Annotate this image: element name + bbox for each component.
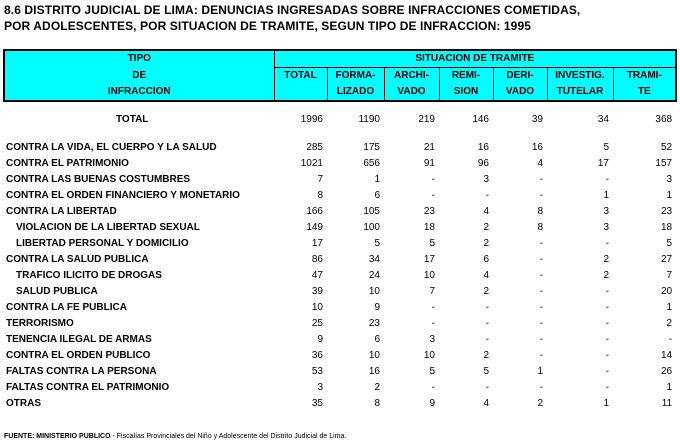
cell-archivado: 18 — [423, 222, 435, 233]
cell-investig: 1 — [603, 398, 609, 409]
header-tipo-1: TIPO — [4, 50, 274, 68]
cell-formalizado: 16 — [368, 366, 380, 377]
cell-formalizado: 1 — [374, 174, 380, 185]
col-header-formalizado-2: LIZADO — [327, 84, 384, 101]
cell-remision: 2 — [483, 238, 489, 249]
cell-derivado: - — [539, 302, 543, 313]
cell-remision: 146 — [472, 114, 489, 125]
cell-total: 35 — [311, 398, 323, 409]
cell-tramite: 27 — [660, 254, 673, 265]
cell-derivado: 1 — [537, 366, 543, 377]
col-header-derivado-1: DERI- — [493, 68, 547, 85]
row-label: FALTAS CONTRA LA PERSONA — [6, 366, 157, 377]
cell-total: 3 — [317, 382, 323, 393]
cell-tramite: 157 — [655, 158, 673, 169]
table-row — [4, 332, 676, 348]
cell-investig: 3 — [603, 222, 609, 233]
cell-total: 39 — [311, 286, 323, 297]
cell-investig: - — [605, 302, 609, 313]
document-title — [4, 2, 580, 34]
cell-formalizado: 6 — [374, 190, 380, 201]
cell-derivado: - — [539, 334, 543, 345]
cell-archivado: 5 — [429, 238, 435, 249]
table-row — [4, 316, 676, 332]
row-label: CONTRA EL ORDEN PUBLICO — [6, 350, 151, 361]
cell-tramite: 1 — [666, 190, 673, 201]
cell-derivado: 4 — [537, 158, 543, 169]
cell-remision: - — [485, 382, 489, 393]
table-row — [4, 112, 676, 128]
cell-investig: 2 — [603, 254, 609, 265]
cell-investig: 3 — [603, 206, 609, 217]
cell-formalizado: 8 — [374, 398, 380, 409]
cell-tramite: - — [668, 334, 673, 345]
table-row — [4, 252, 676, 268]
col-header-formalizado-1: FORMA- — [327, 68, 384, 85]
spacer-row — [4, 128, 676, 140]
cell-tramite: 11 — [661, 398, 673, 409]
cell-formalizado: 6 — [374, 334, 380, 345]
cell-remision: - — [485, 302, 489, 313]
row-label: VIOLACION DE LA LIBERTAD SEXUAL — [16, 222, 200, 233]
footer-source-label: FUENTE: MINISTERIO PUBLICO — [4, 433, 111, 440]
cell-investig: - — [605, 238, 609, 249]
table-row — [4, 348, 676, 364]
cell-investig: 17 — [597, 158, 609, 169]
table-row — [4, 236, 676, 252]
spacer-cell — [4, 101, 676, 112]
row-label: TRAFICO ILICITO DE DROGAS — [16, 270, 162, 281]
table-row — [4, 364, 676, 380]
cell-total: 7 — [317, 174, 323, 185]
cell-derivado: - — [539, 286, 543, 297]
cell-remision: 96 — [477, 158, 489, 169]
cell-archivado: 21 — [423, 142, 435, 153]
cell-formalizado: 100 — [363, 222, 380, 233]
row-label: FALTAS CONTRA EL PATRIMONIO — [6, 382, 170, 393]
cell-derivado: - — [539, 318, 543, 329]
cell-archivado: 23 — [423, 206, 435, 217]
cell-derivado: - — [539, 174, 543, 185]
cell-investig: - — [605, 174, 609, 185]
header-tipo-3: INFRACCION — [4, 84, 274, 101]
col-header-archivado-2: VADO — [384, 84, 439, 101]
cell-total: 47 — [311, 270, 323, 281]
cell-archivado: 3 — [429, 334, 435, 345]
cell-remision: 16 — [477, 142, 489, 153]
col-header-investig-2: TUTELAR — [547, 84, 613, 101]
table-row — [4, 172, 676, 188]
table-row — [4, 156, 676, 172]
cell-investig: - — [605, 318, 609, 329]
cell-archivado: 219 — [418, 114, 435, 125]
table-row — [4, 220, 676, 236]
cell-investig: 1 — [603, 190, 609, 201]
cell-formalizado: 10 — [368, 286, 380, 297]
spacer-row — [4, 101, 676, 112]
cell-remision: 3 — [483, 174, 489, 185]
cell-investig: - — [605, 366, 609, 377]
cell-remision: - — [485, 190, 489, 201]
row-label: CONTRA EL PATRIMONIO — [6, 158, 129, 169]
cell-formalizado: 24 — [368, 270, 380, 281]
cell-formalizado: 23 — [368, 318, 380, 329]
row-label: CONTRA LAS BUENAS COSTUMBRES — [6, 174, 191, 185]
table-row — [4, 188, 676, 204]
cell-tramite: 26 — [660, 366, 673, 377]
cell-derivado: 8 — [537, 206, 543, 217]
cell-remision: 6 — [483, 254, 489, 265]
spacer-cell — [4, 128, 676, 140]
cell-total: 25 — [311, 318, 323, 329]
cell-total: 17 — [311, 238, 323, 249]
col-header-derivado-2: VADO — [493, 84, 547, 101]
cell-derivado: 8 — [537, 222, 543, 233]
cell-remision: - — [485, 334, 489, 345]
cell-total: 1996 — [300, 114, 323, 125]
cell-investig: 34 — [597, 114, 609, 125]
cell-remision: 2 — [483, 286, 489, 297]
cell-remision: - — [485, 318, 489, 329]
cell-tramite: 2 — [666, 318, 673, 329]
table-row — [4, 396, 676, 412]
cell-archivado: 91 — [423, 158, 435, 169]
cell-archivado: 5 — [429, 366, 435, 377]
cell-total: 166 — [306, 206, 323, 217]
cell-derivado: 2 — [537, 398, 543, 409]
cell-investig: 2 — [603, 270, 609, 281]
footer-source-text: - Fiscalías Provinciales del Niño y Adolescente del Distrito Judicial de Lima. — [110, 433, 347, 440]
col-header-archivado-1: ARCHI- — [384, 68, 439, 85]
title-line-2: POR ADOLESCENTES, POR SITUACION DE TRAMITE, SEGUN TIPO DE INFRACCION: 1995 — [4, 19, 532, 33]
cell-tramite: 23 — [660, 206, 673, 217]
cell-derivado: 39 — [531, 114, 543, 125]
cell-formalizado: 34 — [368, 254, 380, 265]
table-row — [4, 380, 676, 396]
row-label: CONTRA LA LIBERTAD — [6, 206, 117, 217]
cell-archivado: - — [431, 190, 435, 201]
cell-archivado: 10 — [423, 270, 435, 281]
cell-total: 10 — [311, 302, 323, 313]
cell-tramite: 7 — [666, 270, 673, 281]
row-label: TERRORISMO — [6, 318, 74, 329]
cell-total: 149 — [306, 222, 323, 233]
cell-formalizado: 105 — [363, 206, 380, 217]
cell-remision: 4 — [483, 206, 489, 217]
data-table — [3, 49, 677, 412]
cell-investig: - — [605, 382, 609, 393]
cell-remision: 2 — [483, 222, 489, 233]
cell-archivado: - — [431, 382, 435, 393]
cell-formalizado: 9 — [374, 302, 380, 313]
cell-tramite: 18 — [660, 222, 673, 233]
cell-derivado: - — [539, 190, 543, 201]
cell-formalizado: 5 — [374, 238, 380, 249]
col-header-total-1: TOTAL — [274, 68, 327, 85]
table-row — [4, 300, 676, 316]
cell-tramite: 5 — [666, 238, 673, 249]
row-label: CONTRA LA VIDA, EL CUERPO Y LA SALUD — [6, 142, 217, 153]
table-row — [4, 204, 676, 220]
cell-investig: 5 — [603, 142, 609, 153]
cell-derivado: - — [539, 238, 543, 249]
table-row — [4, 268, 676, 284]
cell-derivado: - — [539, 350, 543, 361]
cell-archivado: 17 — [423, 254, 435, 265]
cell-investig: - — [605, 286, 609, 297]
row-label: CONTRA EL ORDEN FINANCIERO Y MONETARIO — [6, 190, 240, 201]
cell-remision: 4 — [483, 398, 489, 409]
cell-archivado: 7 — [429, 286, 435, 297]
cell-tramite: 20 — [660, 286, 673, 297]
cell-total: 9 — [317, 334, 323, 345]
cell-total: 86 — [311, 254, 323, 265]
table-header — [4, 50, 676, 101]
cell-total: 285 — [306, 142, 323, 153]
cell-archivado: - — [431, 302, 435, 313]
header-tipo-2: DE — [4, 68, 274, 85]
cell-formalizado: 175 — [363, 142, 380, 153]
cell-formalizado: 10 — [368, 350, 380, 361]
cell-archivado: 10 — [423, 350, 435, 361]
row-label: SALUD PUBLICA — [16, 286, 98, 297]
cell-archivado: 9 — [429, 398, 435, 409]
title-line-1: 8.6 DISTRITO JUDICIAL DE LIMA: DENUNCIAS INGRESADAS SOBRE INFRACCIONES COMETIDAS, — [4, 3, 581, 17]
col-header-investig-1: INVESTIG. — [547, 68, 613, 85]
cell-total: 36 — [311, 350, 323, 361]
table-row — [4, 140, 676, 156]
cell-derivado: 16 — [531, 142, 543, 153]
cell-total: 53 — [311, 366, 323, 377]
cell-tramite: 1 — [666, 302, 673, 313]
cell-tramite: 52 — [660, 142, 673, 153]
cell-tramite: 3 — [666, 174, 673, 185]
col-header-remision-2: SION — [439, 84, 493, 101]
row-label: LIBERTAD PERSONAL Y DOMICILIO — [16, 238, 189, 249]
cell-remision: 5 — [483, 366, 489, 377]
col-header-total-2 — [274, 84, 327, 101]
row-label: TENENCIA ILEGAL DE ARMAS — [6, 334, 152, 345]
cell-investig: - — [605, 350, 609, 361]
cell-total: 1021 — [300, 158, 323, 169]
footer-source — [4, 432, 346, 442]
cell-formalizado: 1190 — [358, 114, 380, 125]
cell-derivado: - — [539, 382, 543, 393]
cell-tramite: 14 — [660, 350, 673, 361]
table-body — [4, 101, 676, 412]
cell-derivado: - — [539, 254, 543, 265]
table-row — [4, 284, 676, 300]
cell-formalizado: 656 — [363, 158, 380, 169]
cell-archivado: - — [431, 318, 435, 329]
cell-archivado: - — [431, 174, 435, 185]
cell-total: 8 — [317, 190, 323, 201]
cell-investig: - — [605, 334, 609, 345]
cell-tramite: 368 — [655, 114, 673, 125]
header-situacion: SITUACION DE TRAMITE — [274, 50, 676, 68]
cell-remision: 2 — [483, 350, 489, 361]
cell-remision: 4 — [483, 270, 489, 281]
col-header-remision-1: REMI- — [439, 68, 493, 85]
cell-formalizado: 2 — [374, 382, 380, 393]
col-header-tramite-2: TE — [613, 84, 676, 101]
row-label: CONTRA LA FE PUBLICA — [6, 302, 127, 313]
row-label: OTRAS — [6, 398, 41, 409]
col-header-tramite-1: TRAMI- — [613, 68, 676, 85]
cell-derivado: - — [539, 270, 543, 281]
row-label: TOTAL — [116, 114, 149, 125]
cell-tramite: 1 — [666, 382, 673, 393]
row-label: CONTRA LA SALUD PUBLICA — [6, 254, 149, 265]
